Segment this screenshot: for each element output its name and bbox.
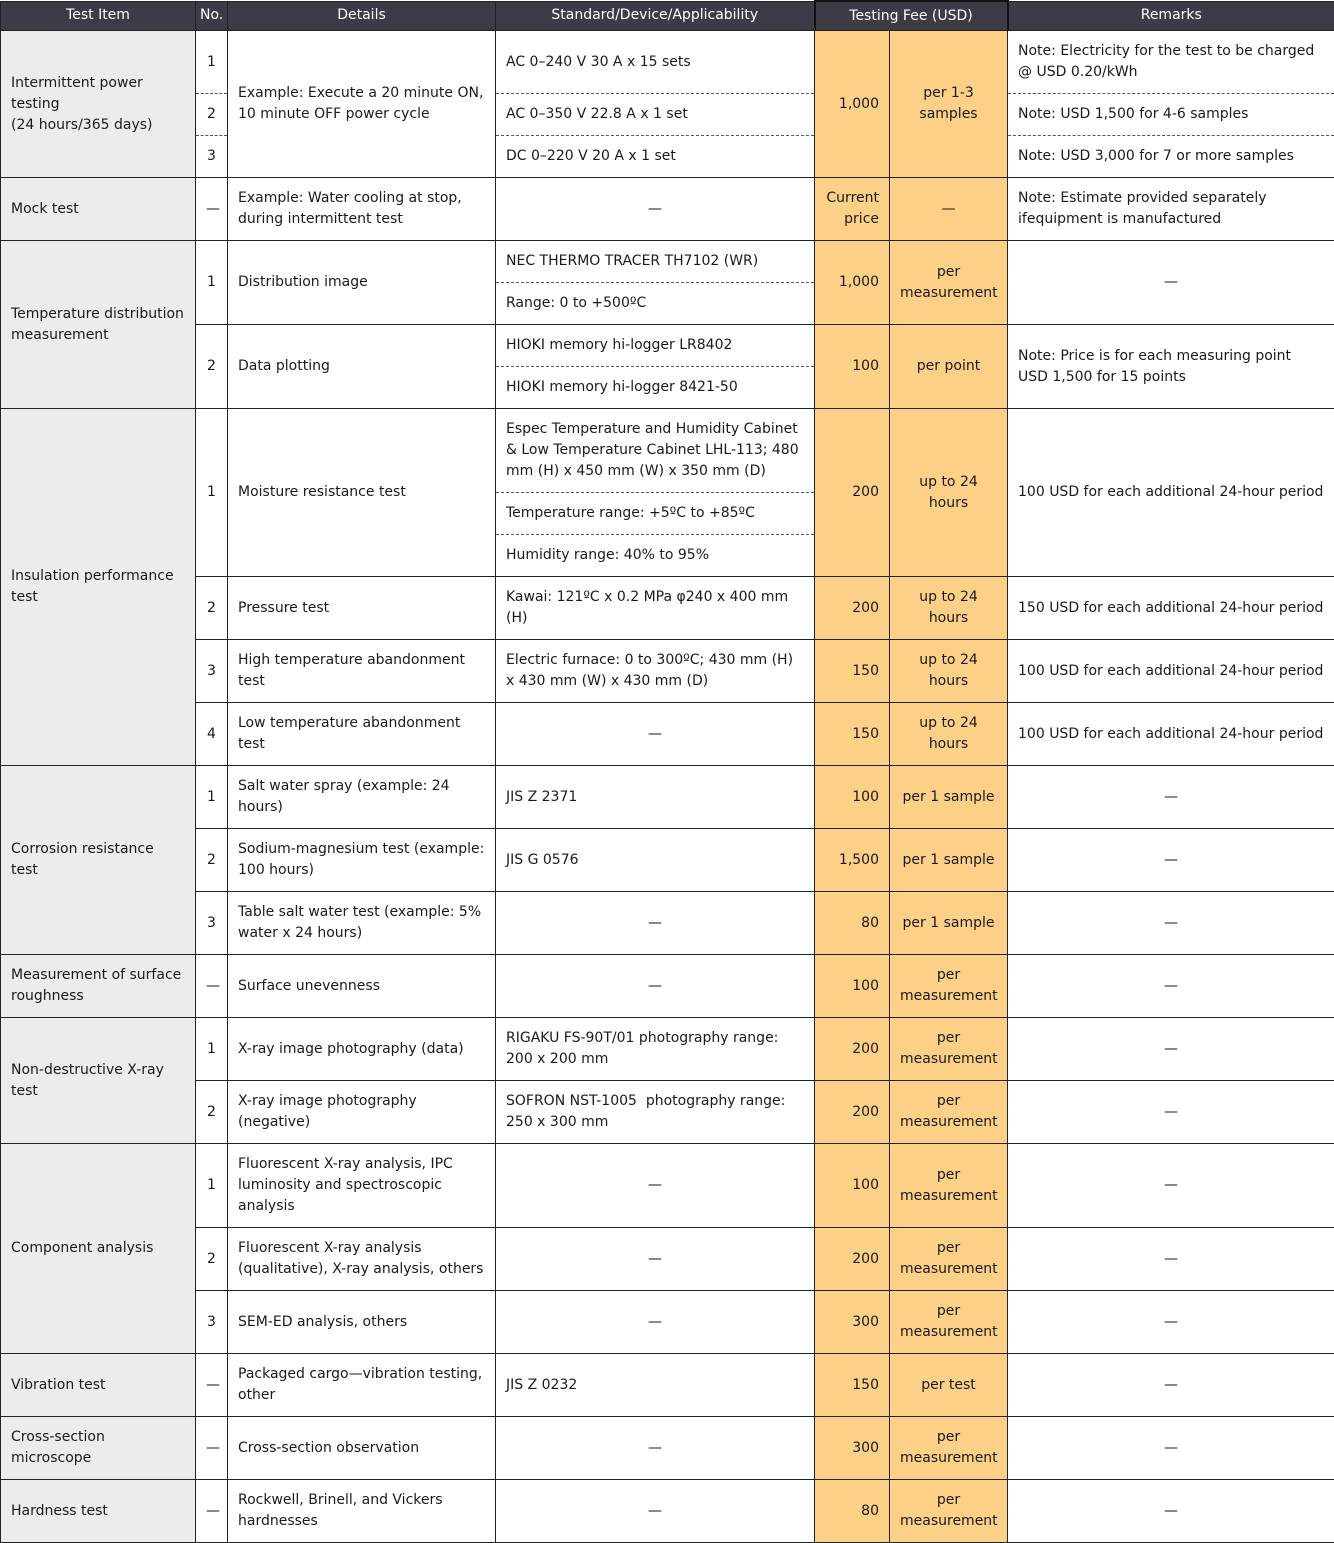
fee-amount: 100 bbox=[815, 1144, 890, 1228]
table-row bbox=[1, 577, 1334, 640]
standard-cell: — bbox=[496, 1417, 815, 1480]
no-cell: — bbox=[196, 1480, 228, 1543]
no-cell: 1 bbox=[196, 1144, 228, 1228]
remarks-line: Note: Price is for each measuring point bbox=[1018, 347, 1292, 364]
table-row bbox=[1, 1144, 1334, 1228]
fee-unit: per measurement bbox=[890, 1417, 1008, 1480]
remarks-line: USD 1,500 for 15 points bbox=[1018, 368, 1186, 385]
table-row bbox=[1, 703, 1334, 766]
standard-cell: Humidity range: 40% to 95% bbox=[496, 535, 815, 577]
remarks-cell: — bbox=[1008, 955, 1334, 1018]
details-cell: Low temperature abandonment test bbox=[228, 703, 496, 766]
no-cell: — bbox=[196, 178, 228, 241]
test-item-cell: Vibration test bbox=[1, 1354, 196, 1417]
no-cell: — bbox=[196, 1417, 228, 1480]
details-cell: Distribution image bbox=[228, 241, 496, 325]
remarks-cell: — bbox=[1008, 892, 1334, 955]
header-standard: Standard/Device/Applicability bbox=[496, 1, 815, 31]
fee-amount: 100 bbox=[815, 766, 890, 829]
test-item-cell: Component analysis bbox=[1, 1144, 196, 1354]
table-row bbox=[1, 1018, 1334, 1081]
header-testing-fee: Testing Fee (USD) bbox=[815, 1, 1008, 31]
remarks-cell: 100 USD for each additional 24-hour period bbox=[1008, 640, 1334, 703]
fee-unit: per measurement bbox=[890, 1228, 1008, 1291]
standard-cell: AC 0–350 V 22.8 A x 1 set bbox=[496, 94, 815, 136]
standard-cell: JIS Z 2371 bbox=[496, 766, 815, 829]
details-cell: Data plotting bbox=[228, 325, 496, 409]
fee-unit: per 1-3 samples bbox=[890, 31, 1008, 178]
standard-cell: — bbox=[496, 892, 815, 955]
standard-cell: HIOKI memory hi-logger 8421-50 bbox=[496, 367, 815, 409]
test-item-line: (24 hours/365 days) bbox=[11, 116, 153, 133]
standard-cell: Espec Temperature and Humidity Cabinet & Low Temperature Cabinet LHL-113; 480 mm (H) x 450 mm (W) x 350 mm (D) bbox=[496, 409, 815, 493]
remarks-cell: 100 USD for each additional 24-hour period bbox=[1008, 703, 1334, 766]
details-cell: Fluorescent X-ray analysis, IPC luminosity and spectroscopic analysis bbox=[228, 1144, 496, 1228]
fee-amount: 200 bbox=[815, 577, 890, 640]
standard-cell: Temperature range: +5ºC to +85ºC bbox=[496, 493, 815, 535]
remarks-cell: Note: Electricity for the test to be charged @ USD 0.20/kWh bbox=[1008, 31, 1334, 94]
test-item-cell: Temperature distribution measurement bbox=[1, 241, 196, 409]
fee-unit: per measurement bbox=[890, 955, 1008, 1018]
fee-unit: up to 24 hours bbox=[890, 640, 1008, 703]
details-cell: Example: Execute a 20 minute ON, 10 minute OFF power cycle bbox=[228, 31, 496, 178]
remarks-cell: — bbox=[1008, 1228, 1334, 1291]
no-cell: 1 bbox=[196, 766, 228, 829]
remarks-cell: Note: USD 1,500 for 4-6 samples bbox=[1008, 94, 1334, 136]
fee-unit: per 1 sample bbox=[890, 892, 1008, 955]
standard-cell: RIGAKU FS-90T/01 photography range: 200 x 200 mm bbox=[496, 1018, 815, 1081]
no-cell: 3 bbox=[196, 640, 228, 703]
no-cell: 1 bbox=[196, 409, 228, 577]
remarks-cell: Note: Estimate provided separately ifequipment is manufactured bbox=[1008, 178, 1334, 241]
fee-unit: per measurement bbox=[890, 1144, 1008, 1228]
details-cell: Example: Water cooling at stop, during intermittent test bbox=[228, 178, 496, 241]
no-cell: 2 bbox=[196, 94, 228, 136]
remarks-cell: 150 USD for each additional 24-hour period bbox=[1008, 577, 1334, 640]
standard-cell: — bbox=[496, 1291, 815, 1354]
no-cell: 1 bbox=[196, 1018, 228, 1081]
fee-amount: 300 bbox=[815, 1417, 890, 1480]
remarks-cell: — bbox=[1008, 1144, 1334, 1228]
remarks-cell: — bbox=[1008, 1417, 1334, 1480]
remarks-cell: — bbox=[1008, 241, 1334, 325]
table-row bbox=[1, 955, 1334, 1018]
fee-amount: 150 bbox=[815, 703, 890, 766]
test-item-cell: Mock test bbox=[1, 178, 196, 241]
details-cell: High temperature abandonment test bbox=[228, 640, 496, 703]
standard-cell: SOFRON NST-1005 photography range: 250 x 300 mm bbox=[496, 1081, 815, 1144]
details-cell: Surface unevenness bbox=[228, 955, 496, 1018]
test-item-cell bbox=[1, 31, 196, 178]
no-cell: 2 bbox=[196, 1228, 228, 1291]
table-row bbox=[1, 1354, 1334, 1417]
header-test-item: Test Item bbox=[1, 1, 196, 31]
fee-unit: up to 24 hours bbox=[890, 409, 1008, 577]
fee-unit: per measurement bbox=[890, 1081, 1008, 1144]
no-cell: 3 bbox=[196, 136, 228, 178]
table-row bbox=[1, 136, 1334, 178]
standard-cell: NEC THERMO TRACER TH7102 (WR) bbox=[496, 241, 815, 283]
standard-cell: HIOKI memory hi-logger LR8402 bbox=[496, 325, 815, 367]
no-cell: — bbox=[196, 955, 228, 1018]
remarks-cell: — bbox=[1008, 766, 1334, 829]
no-cell: 2 bbox=[196, 325, 228, 409]
standard-cell: — bbox=[496, 1480, 815, 1543]
header-no: No. bbox=[196, 1, 228, 31]
standard-cell: JIS Z 0232 bbox=[496, 1354, 815, 1417]
fee-amount: 1,000 bbox=[815, 241, 890, 325]
test-item-cell: Cross-section microscope bbox=[1, 1417, 196, 1480]
details-cell: Rockwell, Brinell, and Vickers hardnesses bbox=[228, 1480, 496, 1543]
fee-unit: up to 24 hours bbox=[890, 577, 1008, 640]
remarks-cell: — bbox=[1008, 1354, 1334, 1417]
fee-amount: 1,000 bbox=[815, 31, 890, 178]
test-item-cell: Non-destructive X-ray test bbox=[1, 1018, 196, 1144]
table-row bbox=[1, 829, 1334, 892]
table-row bbox=[1, 178, 1334, 241]
fee-unit: per measurement bbox=[890, 1480, 1008, 1543]
standard-cell: Kawai: 121ºC x 0.2 MPa φ240 x 400 mm (H) bbox=[496, 577, 815, 640]
test-item-cell: Insulation performance test bbox=[1, 409, 196, 766]
standard-cell: Electric furnace: 0 to 300ºC; 430 mm (H) x 430 mm (W) x 430 mm (D) bbox=[496, 640, 815, 703]
fee-unit: per test bbox=[890, 1354, 1008, 1417]
details-cell: X-ray image photography (negative) bbox=[228, 1081, 496, 1144]
no-cell: — bbox=[196, 1354, 228, 1417]
table-row bbox=[1, 1228, 1334, 1291]
fee-amount: Current price bbox=[815, 178, 890, 241]
table-row bbox=[1, 94, 1334, 136]
table-row bbox=[1, 766, 1334, 829]
no-cell: 2 bbox=[196, 1081, 228, 1144]
fee-amount: 150 bbox=[815, 1354, 890, 1417]
table-row bbox=[1, 1480, 1334, 1543]
fee-amount: 100 bbox=[815, 955, 890, 1018]
remarks-cell: — bbox=[1008, 1018, 1334, 1081]
table-row bbox=[1, 409, 1334, 493]
remarks-cell: — bbox=[1008, 829, 1334, 892]
no-cell: 4 bbox=[196, 703, 228, 766]
no-cell: 3 bbox=[196, 1291, 228, 1354]
remarks-cell: 100 USD for each additional 24-hour period bbox=[1008, 409, 1334, 577]
details-cell: Packaged cargo—vibration testing, other bbox=[228, 1354, 496, 1417]
no-cell: 2 bbox=[196, 829, 228, 892]
remarks-cell: — bbox=[1008, 1291, 1334, 1354]
fee-amount: 200 bbox=[815, 409, 890, 577]
standard-cell: AC 0–240 V 30 A x 15 sets bbox=[496, 31, 815, 94]
remarks-cell bbox=[1008, 325, 1334, 409]
fee-amount: 300 bbox=[815, 1291, 890, 1354]
details-cell: Sodium-magnesium test (example: 100 hours) bbox=[228, 829, 496, 892]
standard-cell: JIS G 0576 bbox=[496, 829, 815, 892]
no-cell: 3 bbox=[196, 892, 228, 955]
test-item-cell: Hardness test bbox=[1, 1480, 196, 1543]
no-cell: 1 bbox=[196, 31, 228, 94]
fee-unit: per 1 sample bbox=[890, 766, 1008, 829]
fee-amount: 1,500 bbox=[815, 829, 890, 892]
test-item-line: testing bbox=[11, 95, 60, 112]
fee-unit: per measurement bbox=[890, 1291, 1008, 1354]
remarks-cell: Note: USD 3,000 for 7 or more samples bbox=[1008, 136, 1334, 178]
table-row bbox=[1, 892, 1334, 955]
details-cell: Fluorescent X-ray analysis (qualitative), X-ray analysis, others bbox=[228, 1228, 496, 1291]
fee-unit: per measurement bbox=[890, 1018, 1008, 1081]
test-item-cell: Measurement of surface roughness bbox=[1, 955, 196, 1018]
standard-cell: — bbox=[496, 1144, 815, 1228]
test-item-line: Intermittent power bbox=[11, 74, 143, 91]
fee-amount: 200 bbox=[815, 1228, 890, 1291]
standard-cell: DC 0–220 V 20 A x 1 set bbox=[496, 136, 815, 178]
standard-cell: Range: 0 to +500ºC bbox=[496, 283, 815, 325]
fee-amount: 100 bbox=[815, 325, 890, 409]
details-cell: SEM-ED analysis, others bbox=[228, 1291, 496, 1354]
header-remarks: Remarks bbox=[1008, 1, 1334, 31]
test-item-cell: Corrosion resistance test bbox=[1, 766, 196, 955]
no-cell: 2 bbox=[196, 577, 228, 640]
fee-amount: 80 bbox=[815, 1480, 890, 1543]
details-cell: Moisture resistance test bbox=[228, 409, 496, 577]
table-row bbox=[1, 31, 1334, 94]
table-row bbox=[1, 241, 1334, 283]
fee-unit: per 1 sample bbox=[890, 829, 1008, 892]
table-row bbox=[1, 1417, 1334, 1480]
details-cell: Pressure test bbox=[228, 577, 496, 640]
standard-cell: — bbox=[496, 955, 815, 1018]
table-row bbox=[1, 1081, 1334, 1144]
fee-amount: 150 bbox=[815, 640, 890, 703]
table-row bbox=[1, 325, 1334, 367]
header-details: Details bbox=[228, 1, 496, 31]
details-cell: Cross-section observation bbox=[228, 1417, 496, 1480]
fee-amount: 200 bbox=[815, 1018, 890, 1081]
fee-unit: per point bbox=[890, 325, 1008, 409]
details-cell: Table salt water test (example: 5% water x 24 hours) bbox=[228, 892, 496, 955]
table-row bbox=[1, 640, 1334, 703]
details-cell: X-ray image photography (data) bbox=[228, 1018, 496, 1081]
standard-cell: — bbox=[496, 178, 815, 241]
fee-amount: 80 bbox=[815, 892, 890, 955]
header-row bbox=[1, 1, 1334, 31]
table-row bbox=[1, 1291, 1334, 1354]
fee-unit: up to 24 hours bbox=[890, 703, 1008, 766]
remarks-cell: — bbox=[1008, 1081, 1334, 1144]
standard-cell: — bbox=[496, 1228, 815, 1291]
fee-amount: 200 bbox=[815, 1081, 890, 1144]
fee-unit: per measurement bbox=[890, 241, 1008, 325]
remarks-cell: — bbox=[1008, 1480, 1334, 1543]
standard-cell: — bbox=[496, 703, 815, 766]
fee-unit: — bbox=[890, 178, 1008, 241]
details-cell: Salt water spray (example: 24 hours) bbox=[228, 766, 496, 829]
no-cell: 1 bbox=[196, 241, 228, 325]
